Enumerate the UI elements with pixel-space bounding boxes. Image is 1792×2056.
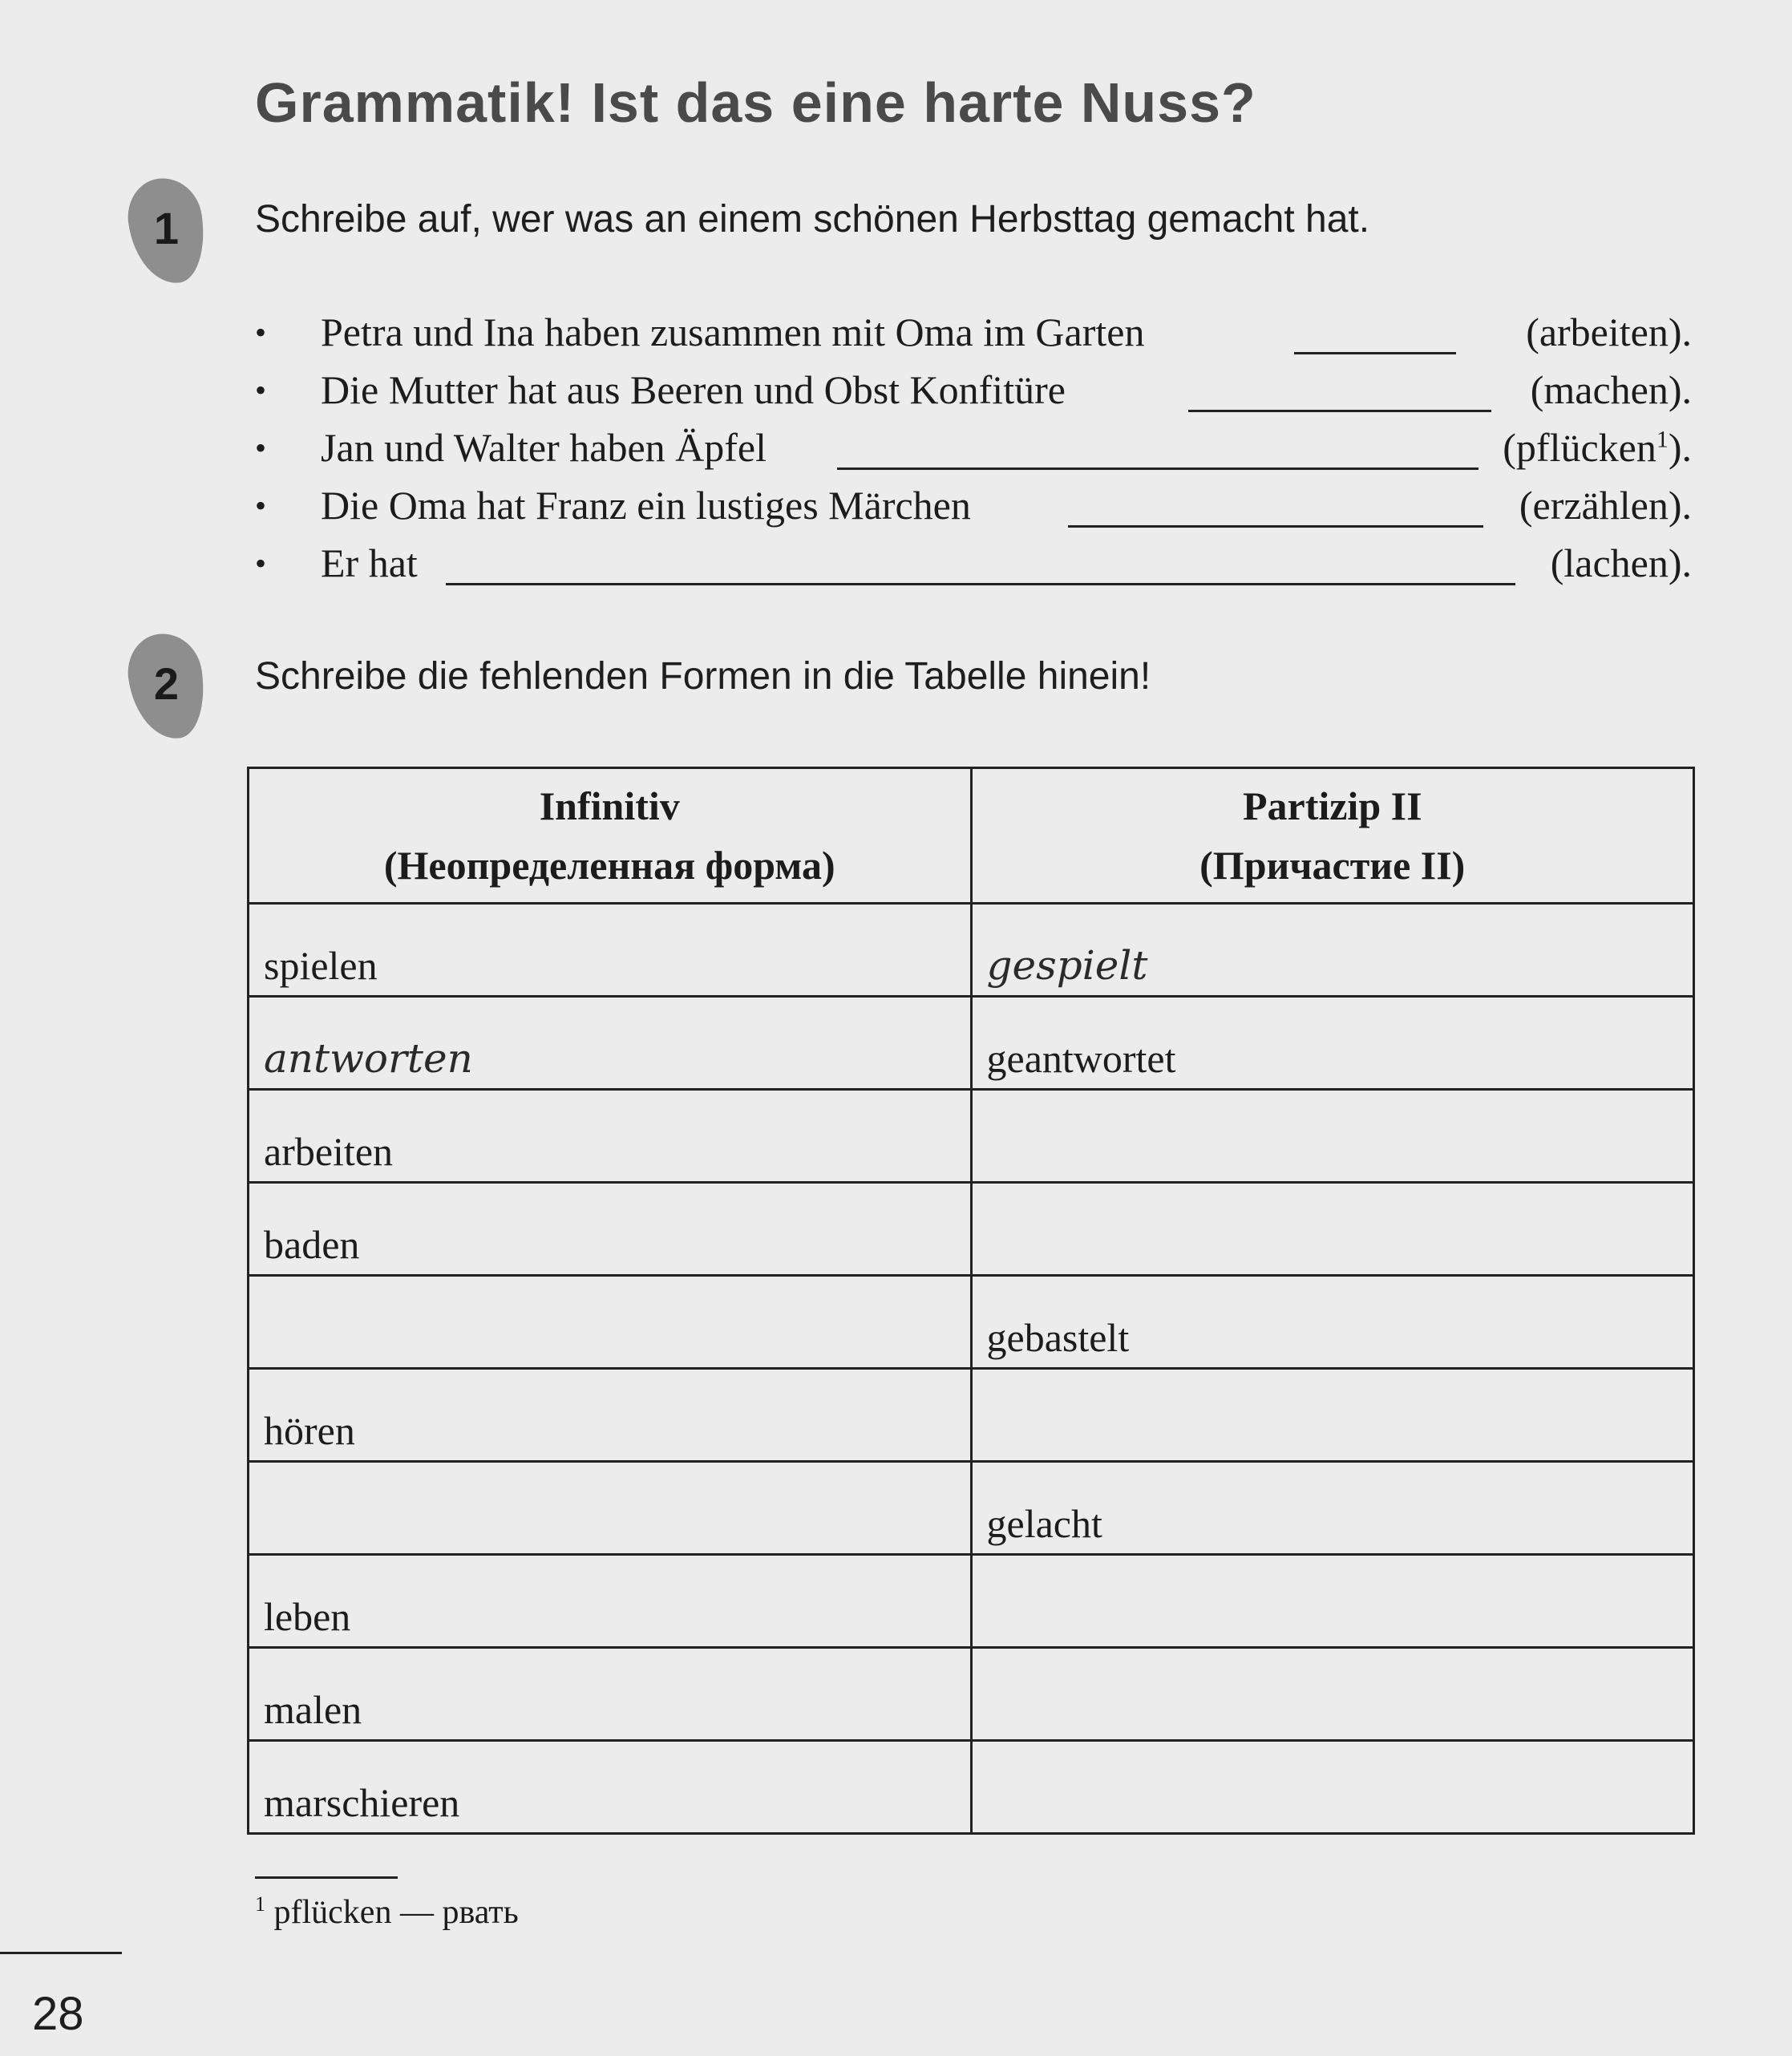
table-row: [249, 1276, 1694, 1369]
item-verb: [1503, 424, 1692, 471]
cell-infinitiv[interactable]: arbeiten: [249, 1090, 972, 1183]
cell-infinitiv[interactable]: leben: [249, 1555, 972, 1648]
verb-end: ).: [1668, 425, 1692, 470]
answer-blank[interactable]: [1188, 410, 1491, 412]
table-row: [249, 1183, 1694, 1276]
footnote-rule: [255, 1876, 398, 1879]
table-row: [249, 1555, 1694, 1648]
table-row: [249, 1369, 1694, 1462]
exercise-1-item: [255, 366, 1692, 424]
cell-partizip[interactable]: gelacht: [971, 1462, 1694, 1555]
header-infinitiv-translation: (Неопределенная форма): [383, 843, 835, 888]
answer-blank[interactable]: [837, 467, 1479, 470]
verb-text: (pflücken: [1503, 425, 1656, 470]
cell-partizip[interactable]: [971, 1183, 1694, 1276]
footnote-mark: 1: [1656, 426, 1669, 453]
footnote-text: pflücken — рвать: [273, 1894, 519, 1931]
cell-partizip[interactable]: geantwortet: [971, 997, 1694, 1090]
exercise-1-list: [255, 309, 1692, 597]
page-number: 28: [32, 1988, 84, 2040]
footnote-number: 1: [255, 1892, 265, 1916]
exercise-1-item: [255, 309, 1692, 366]
cell-partizip[interactable]: [971, 1090, 1694, 1183]
exercise-1-instruction: Schreibe auf, wer was an einem schönen Herbsttag gemacht hat.: [255, 198, 1370, 241]
table-header-row: [249, 768, 1694, 904]
exercise-2-instruction: Schreibe die fehlenden Formen in die Tabelle hinein!: [255, 655, 1151, 698]
page-number-rule: [0, 1952, 122, 1954]
cell-infinitiv[interactable]: spielen: [249, 904, 972, 997]
header-infinitiv: [249, 768, 972, 904]
exercise-1-item: [255, 540, 1692, 597]
cell-partizip[interactable]: [971, 1648, 1694, 1741]
bullet: •: [255, 372, 267, 408]
footnote: [255, 1892, 519, 1932]
cell-partizip[interactable]: [971, 1555, 1694, 1648]
answer-blank[interactable]: [1068, 525, 1483, 528]
table-row: [249, 997, 1694, 1090]
exercise-1-number: 1: [153, 203, 180, 254]
item-text: Die Mutter hat aus Beeren und Obst Konfitüre: [321, 367, 1066, 412]
bullet: •: [255, 488, 267, 524]
cell-partizip[interactable]: [971, 1369, 1694, 1462]
header-infinitiv-title: Infinitiv: [539, 783, 680, 828]
cell-partizip[interactable]: gebastelt: [971, 1276, 1694, 1369]
header-partizip-title: Partizip II: [1242, 783, 1422, 828]
cell-partizip[interactable]: gespielt: [971, 904, 1694, 997]
cell-infinitiv[interactable]: [249, 1276, 972, 1369]
answer-blank[interactable]: [1294, 352, 1456, 354]
cell-partizip[interactable]: [971, 1741, 1694, 1834]
cell-infinitiv[interactable]: baden: [249, 1183, 972, 1276]
exercise-1-item: [255, 482, 1692, 540]
verb-forms-table: [247, 767, 1695, 1835]
bullet: •: [255, 314, 267, 350]
table-row: [249, 1648, 1694, 1741]
table-row: [249, 904, 1694, 997]
item-text: Jan und Walter haben Äpfel: [321, 425, 767, 470]
table-row: [249, 1090, 1694, 1183]
cell-infinitiv[interactable]: [249, 1462, 972, 1555]
item-verb: (machen).: [1530, 367, 1692, 412]
answer-blank[interactable]: [446, 583, 1515, 585]
item-text: Die Oma hat Franz ein lustiges Märchen: [321, 483, 971, 528]
item-verb: (arbeiten).: [1526, 310, 1692, 354]
cell-infinitiv[interactable]: antworten: [249, 997, 972, 1090]
header-partizip-translation: (Причастие II): [1199, 843, 1466, 888]
cell-infinitiv[interactable]: malen: [249, 1648, 972, 1741]
exercise-2-badge: [123, 629, 210, 744]
header-partizip: [971, 768, 1694, 904]
item-text: Er hat: [321, 540, 418, 585]
table-body: [249, 904, 1694, 1834]
page-title: Grammatik! Ist das eine harte Nuss?: [255, 71, 1256, 134]
cell-infinitiv[interactable]: hören: [249, 1369, 972, 1462]
cell-infinitiv[interactable]: marschieren: [249, 1741, 972, 1834]
bullet: •: [255, 545, 267, 581]
exercise-1-item: [255, 424, 1692, 482]
exercise-1-badge: [123, 173, 210, 289]
item-text: Petra und Ina haben zusammen mit Oma im Garten: [321, 310, 1145, 354]
exercise-2-number: 2: [153, 658, 180, 710]
table-row: [249, 1741, 1694, 1834]
item-verb: (lachen).: [1550, 540, 1692, 585]
table-row: [249, 1462, 1694, 1555]
bullet: •: [255, 430, 267, 466]
item-verb: (erzählen).: [1519, 483, 1692, 528]
